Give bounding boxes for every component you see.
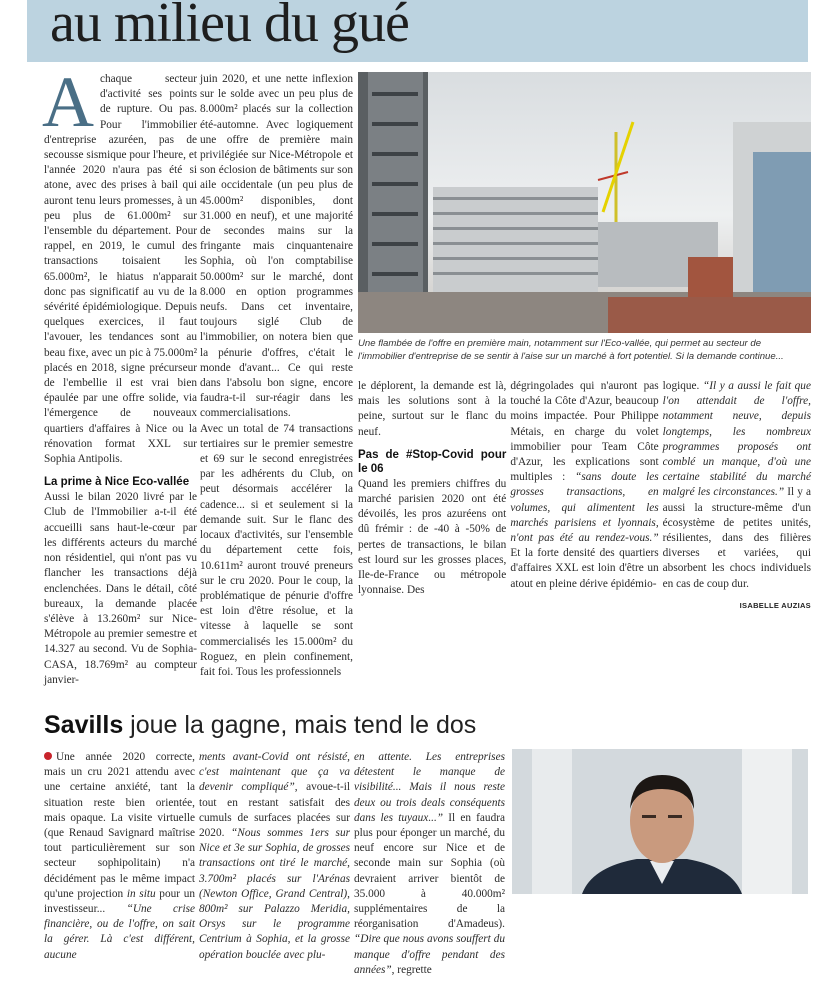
- article-column-5: [663, 379, 811, 613]
- quote: en attente. Les entreprises détestent le manque de visibilité... Mais il nous reste deux ou trois deals conséquents dans les tuyaux...”: [354, 750, 505, 824]
- headline: au milieu du gué: [50, 0, 409, 54]
- quote: “sans doute les grosses transactions, en volumes, qui alimentent les marchés parisiens et lyonnais, n'ont pas été au rendez-vous.”: [510, 471, 659, 545]
- portrait-illustration: [512, 749, 808, 894]
- subheading: La prime à Nice Eco-vallée: [44, 476, 190, 489]
- paragraph: logique.: [662, 380, 703, 392]
- article-photo-eco-vallee: [358, 72, 811, 333]
- italic-term: in situ: [126, 887, 156, 900]
- savills-column-1: [44, 750, 195, 963]
- headline-band: [27, 0, 808, 62]
- paragraph: , avoue-t-il tout en restant satisfait des cumuls de surfaces placées sur 2020.: [199, 781, 350, 839]
- savills-column-3: [354, 750, 505, 978]
- savills-column-2: [199, 750, 350, 963]
- quote: “Nous sommes 1ers sur Nice et 3e sur Sophia, de grosses transactions ont tiré le marché, 3.700m² placés sur l'Arénas (Newton Office, Grand Central), 800m² sur Palazzo Meridia, Orsys sur le programme Centrium à Sophia, et la grosse opération bouclée avec plu-: [199, 826, 350, 961]
- subheading: Pas de #Stop-Covid pour le 06: [358, 448, 507, 475]
- paragraph: juin 2020, et une nette inflexion sur le solde avec un peu plus de 8.000m² placés sur la collection été-automne. Avec logiquement une offre de première main privilégiée sur Nice-Métropole et son éclosion de bâtiments sur son aile occidentale (un peu plus de 45.000m² disponibles, dont 31.000 en neuf), et une majorité de secondes mains sur la fringante mais cinquantenaire Sophia, où l'on comptabilise 50.000m² sur le marché, dont 8.000 en option programmes neufs. Dans cet inventaire, toujours siglé Club de l'immobilier, on notera bien que la pénurie d'offres, c'était le monde d'avant... Ce qui reste dans l'absolu bon signe, encore faudra-t-il sur-réagir dans les commercialisations.: [200, 73, 353, 420]
- paragraph: Aussi le bilan 2020 livré par le Club de l'Immobilier a-t-il été accueilli sans haut-le-cœur par les différents acteurs du marché non résidentiel, qui n'ont pas vu flancher les transactions déjà enclenchées. Dans le détail, côté bureaux, la demande placée s'élève à 13.260m² sur Nice-Métropole au premier semestre et 14.327 au second. Vu de Sophia-CASA, 18.769m² au compteur janvier-: [44, 491, 197, 686]
- paragraph: Avec un total de 74 transactions tertiaires sur le premier semestre et 69 sur le second enregistrées par les adhérents du Club, on peut désormais accélérer la cadence... si et seulement si la demande suit. Sur le flanc des locaux d'activités, sur l'ensemble du département cette fois, 10.611m² auront trouvé preneurs sur le cru 2020. Pour le coup, la problématique de pénurie d'offre est loin d'être résolue, et la vitesse à laquelle se sont commercialisés les 15.000m² du Roguez, en plein confinement, fait foi. Tous les professionnels: [200, 422, 353, 678]
- quote: “Il y a aussi le fait que l'on attendait de l'offre, notamment neuve, depuis longtemps, les nombreux programmes proposés ont comblé un manque, d'où une certaine stabilité du marché malgré les circonstances.”: [662, 380, 811, 499]
- paragraph: Quand les premiers chiffres du marché parisien 2020 ont été dévoilés, les pros azuréens ont dû frémir : de -40 à -50% de pertes de transactions, le bilan est lourd sur les grosses places, Ile-de-France ou métropole lyonnaise. Des: [358, 477, 507, 597]
- article-column-4: [510, 379, 658, 613]
- article-column-2: [200, 72, 353, 680]
- savills-article: [44, 750, 808, 988]
- savills-headline-bold: Savills: [44, 710, 124, 739]
- article-right-area: [358, 72, 811, 613]
- article-lower-columns: [358, 379, 811, 613]
- paragraph: dégringolades qui n'auront pas touché la Côte d'Azur, beaucoup moins impactée. Pour Philippe Métais, en charge du volet immobilier pour Team Côte d'Azur, les explications sont multiples :: [510, 380, 659, 484]
- article-column-3: [358, 379, 506, 613]
- paragraph: chaque secteur d'activité ses points de rupture. Ou pas. Pour l'immobilier d'entreprise azuréen, pas de secousse sismique pour l'heure, et l'année 2020 n'aura pas été si atone, avec des prises à bail qui auront tenu leurs promesses, à un peu plus de 61.000m² sur l'ensemble du département. Pour rappel, en 2019, le cumul des transactions toisaient les 65.000m², le hiatus n'apparait donc pas significatif au vu de la sévérité épidémiologique. Depuis quelques exercices, il faut l'avouer, les tendances sont au beau fixe, avec un pic à 75.000m² placés en 2018, signe précurseur de l'embellie il est vrai bien épaulée par une offre solide, via l'émergence de nouveaux quartiers d'affaires à Nice ou la rénovation format XXL sur Sophia Antipolis.: [44, 73, 197, 466]
- paragraph: Une année 2020 correcte, mais un cru 2021 attendu avec une certaine anxiété, tant la situation reste bien orientée, mais opaque. La visite virtuelle (que Renaud Savignard maîtrise tout particulièrement sur son secteur sophipolitain) n'a décidément pas le même impact qu'une projection: [44, 750, 195, 900]
- photo-caption: Une flambée de l'offre en première main, notamment sur l'Eco-vallée, qui permet au secteur de l'immobilier d'entreprise de se sentir à l'aise sur un marché à fort potentiel. Si la demande continue...: [358, 338, 784, 362]
- byline: ISABELLE AUZIAS: [739, 600, 811, 610]
- quote: “Une crise financière, ou de l'offre, on sait la gérer. Là c'est différent, aucune: [44, 902, 195, 961]
- dropcap: A: [42, 62, 94, 142]
- portrait-photo-renaud-savignard: [512, 749, 808, 894]
- savills-headline: [44, 710, 840, 740]
- paragraph: Et la forte densité des quartiers d'affaires XXL est loin d'être un atout en pleine dérive épidémio-: [510, 547, 659, 590]
- paragraph: pour un investisseur...: [44, 887, 196, 915]
- paragraph: Il en faudra plus pour éponger un marché, du neuf encore sur Nice et de seconde main sur Sophia (où devraient arriver bientôt de 35.000 à 40.000m² supplémentaires de la réorganisation d'Amadeus).: [354, 811, 505, 931]
- paragraph: , regrette: [391, 963, 432, 976]
- article-column-1: [42, 62, 197, 688]
- building-illustration: [358, 72, 811, 333]
- paragraph: le déplorent, la demande est là, mais les solutions sont à la peine, surtout sur le flanc du neuf.: [358, 380, 507, 438]
- bullet-dot-icon: [44, 752, 52, 760]
- savills-headline-rest: joue la gagne, mais tend le dos: [123, 710, 477, 739]
- quote: “Dire que nous avons souffert du manque d'offre pendant des années”: [354, 933, 505, 976]
- quote: ments avant-Covid ont résisté, c'est maintenant que ça va devenir compliqué”: [199, 750, 350, 794]
- article: [42, 62, 811, 688]
- paragraph: Il y a aussi la structure-même d'un écosystème de petites unités, résilientes, dans des filières diverses et variées, qui absorbent les chocs individuels en cas de coup dur.: [662, 486, 811, 590]
